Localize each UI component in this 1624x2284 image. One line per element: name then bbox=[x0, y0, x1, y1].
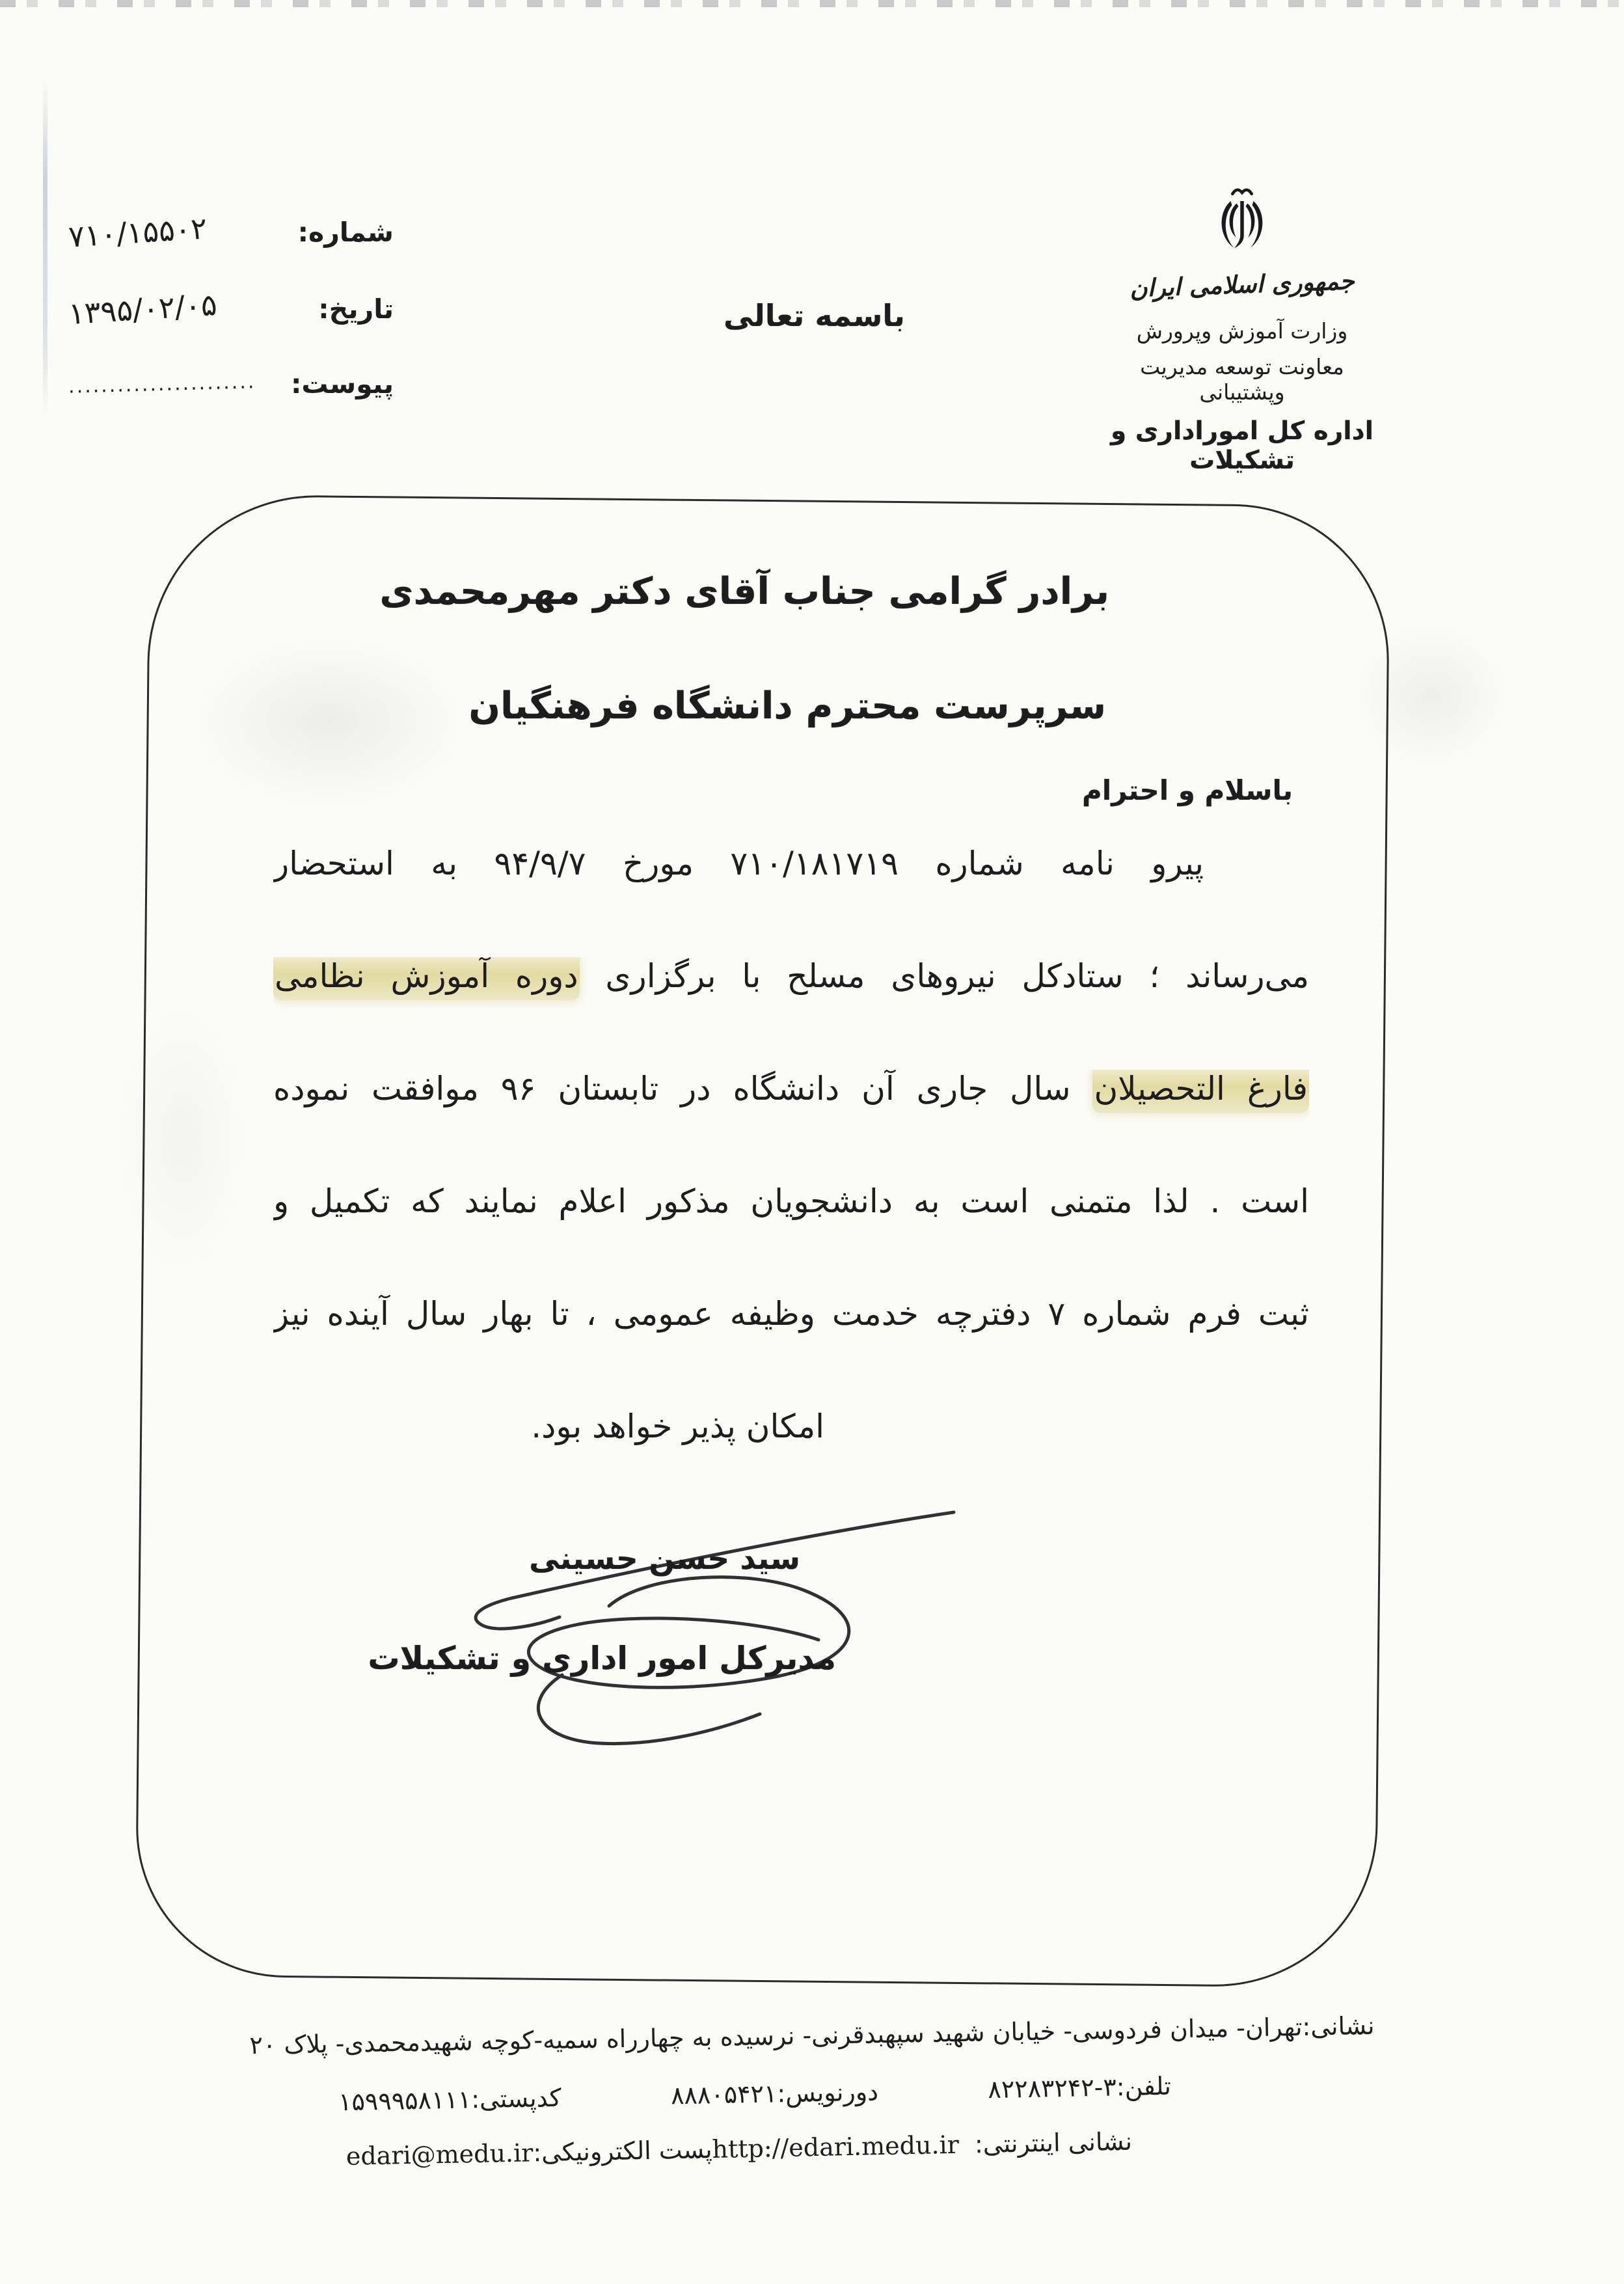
emblem-wrap bbox=[1102, 186, 1382, 259]
date-value: ۱۳۹۵/۰۲/۰۵ bbox=[67, 286, 219, 332]
letterhead-country: جمهوری اسلامی ایران bbox=[1129, 266, 1355, 303]
email-address: edari@medu.ir bbox=[345, 2138, 534, 2171]
letter-number-row bbox=[67, 210, 394, 254]
letterhead bbox=[1102, 186, 1382, 475]
body-line bbox=[273, 957, 1309, 1070]
salutation-line: باسلام و احترام bbox=[1082, 774, 1293, 806]
footer-website bbox=[712, 2127, 1132, 2164]
body-line bbox=[273, 845, 1309, 957]
body-line bbox=[273, 1407, 1309, 1520]
fax-value: ۸۸۸۰۵۴۲۱ bbox=[670, 2079, 778, 2110]
attachment-label: پیوست: bbox=[291, 368, 394, 400]
footer-fax bbox=[671, 2077, 879, 2110]
besmele-text: باسمه تعالی bbox=[724, 298, 905, 333]
footer-email bbox=[345, 2135, 712, 2171]
postal-value: ۱۵۹۹۹۵۸۱۱۱ bbox=[338, 2085, 472, 2117]
letter-body bbox=[273, 845, 1309, 1520]
fax-label: دورنویس: bbox=[776, 2077, 879, 2108]
iran-emblem-icon bbox=[1212, 186, 1272, 259]
attachment-value: ....................... bbox=[68, 370, 256, 398]
number-value: ۷۱۰/۱۵۵۰۲ bbox=[67, 210, 208, 254]
footer-online-row bbox=[345, 2127, 1133, 2171]
body-text: سال جاری آن دانشگاه در تابستان ۹۶ موافقت نموده bbox=[273, 1070, 1093, 1108]
letter-meta-block bbox=[67, 210, 394, 441]
body-line bbox=[273, 1070, 1309, 1182]
body-text: پیرو نامه شماره ۷۱۰/۱۸۱۷۱۹ مورخ ۹۴/۹/۷ به استحضار bbox=[273, 845, 1204, 882]
date-label: تاریخ: bbox=[318, 293, 394, 325]
number-label: شماره: bbox=[297, 217, 394, 248]
footer-postal-code bbox=[338, 2084, 562, 2117]
recipient-title-line: سرپرست محترم دانشگاه فرهنگیان bbox=[468, 685, 1106, 727]
highlighted-text: دوره آموزش نظامی bbox=[273, 957, 580, 1000]
letter-date-row bbox=[67, 286, 394, 332]
signatory-name: سید حسن حسینی bbox=[529, 1541, 800, 1577]
body-text: می‌رساند ؛ ستادکل نیروهای مسلح با برگزاری bbox=[579, 957, 1309, 995]
scan-edge-artifact bbox=[0, 0, 1624, 7]
signatory-title: مدیرکل امور اداری و تشکیلات bbox=[368, 1640, 836, 1677]
footer-address: نشانی:تهران- میدان فردوسی- خیابان شهید سپهبدقرنی- نرسیده به چهارراه سمیه-کوچه شهیدمحمدی- پلاک ۲۰ bbox=[249, 2011, 1375, 2060]
body-line bbox=[273, 1182, 1309, 1295]
postal-label: کدپستی: bbox=[470, 2083, 562, 2114]
scan-streak bbox=[43, 78, 47, 416]
body-line bbox=[273, 1295, 1309, 1407]
body-text: است . لذا متمنی است به دانشجویان مذکور اعلام نمایند که تکمیل و bbox=[273, 1182, 1309, 1220]
letterhead-deputy: معاونت توسعه مدیریت وپشتیبانی bbox=[1140, 354, 1344, 405]
footer-phone bbox=[988, 2072, 1171, 2104]
letterhead-ministry: وزارت آموزش وپرورش bbox=[1136, 318, 1348, 344]
recipient-name-line: برادر گرامی جناب آقای دکتر مهرمحمدی bbox=[379, 570, 1109, 613]
letterhead-office: اداره کل اموراداری و تشکیلات bbox=[1110, 416, 1374, 475]
web-label: نشانی اینترنتی: bbox=[974, 2127, 1133, 2159]
body-text: امکان پذیر خواهد بود. bbox=[531, 1407, 824, 1445]
footer-contact-row bbox=[338, 2072, 1172, 2117]
letter-attachment-row bbox=[68, 368, 394, 400]
phone-value: ۸۲۲۸۳۲۴۲-۳ bbox=[987, 2073, 1117, 2104]
body-text: ثبت فرم شماره ۷ دفترچه خدمت وظیفه عمومی ، تا بهار سال آینده نیز bbox=[273, 1295, 1309, 1333]
phone-label: تلفن: bbox=[1116, 2071, 1172, 2102]
highlighted-text: فارغ التحصیلان bbox=[1092, 1070, 1309, 1113]
web-url: http://edari.medu.ir bbox=[712, 2130, 960, 2164]
email-label: پست الکترونیکی: bbox=[532, 2135, 712, 2168]
